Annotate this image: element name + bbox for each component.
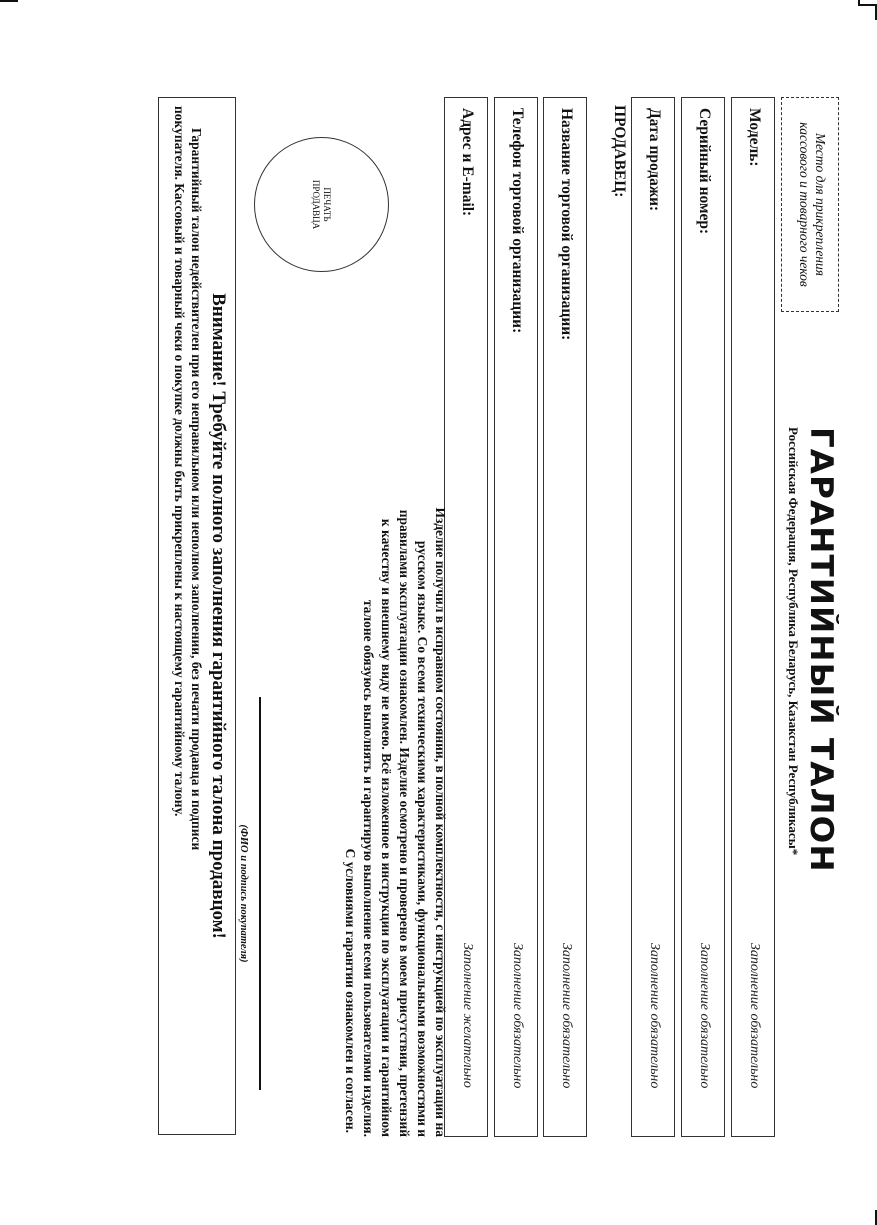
field-model-hint: Заполнение обязательно: [747, 943, 762, 1089]
stamp-line2: ПРОДАВЦА: [311, 179, 322, 230]
signature-line[interactable]: [259, 697, 261, 1090]
crop-mark-top-left-vertical: [16, 0, 18, 2]
field-seller-address[interactable]: [444, 97, 488, 1137]
title-block: [785, 427, 839, 1127]
field-sale-date-label: Дата продажи:: [646, 108, 663, 212]
attention-notice: [158, 97, 236, 1135]
statement-line1: Изделие получил в исправном состоянии, в полной комплектности, с инструкцией по эксплуатации на: [433, 507, 448, 1137]
buyer-statement: [341, 277, 449, 1137]
seller-heading: ПРОДАВЕЦ:: [611, 105, 628, 198]
statement-line4: к качеству и внешнему виду не имею. Всё изложенное в инструкции по эксплуатации и гарантийном: [379, 518, 394, 1137]
crop-mark-top-right-v: [875, 4, 877, 20]
warranty-card: [79, 97, 839, 1137]
seller-stamp-area: [254, 137, 389, 272]
crop-mark-bottom-right: [875, 1210, 877, 1225]
field-seller-address-label: Адрес и E-mail:: [459, 108, 476, 217]
field-seller-phone-hint: Заполнение обязательно: [510, 943, 525, 1089]
field-seller-name-label: Название торговой организации:: [558, 108, 575, 341]
attention-line2: покупателя. Кассовый и товарный чеки о покупке должны быть прикреплены к настоящему гарантийному талону.: [172, 106, 187, 817]
field-seller-name[interactable]: [543, 97, 587, 1137]
field-serial-number-label: Серийный номер:: [696, 108, 713, 235]
cheque-area-line1: Место для прикрепления: [813, 132, 828, 277]
field-serial-number[interactable]: [681, 97, 725, 1137]
statement-line3: правилами эксплуатации ознакомлен. Изделие осмотрено и проверено в моем присутствии, претензий: [397, 509, 412, 1137]
field-seller-name-hint: Заполнение обязательно: [559, 943, 574, 1089]
field-seller-address-hint: Заполнение желательно: [460, 943, 475, 1088]
field-seller-phone-label: Телефон торговой организации:: [509, 108, 526, 334]
field-sale-date-hint: Заполнение обязательно: [647, 943, 662, 1089]
statement-line6: С условиями гарантии ознакомлен и согласен.: [343, 848, 358, 1133]
field-seller-phone[interactable]: [494, 97, 538, 1137]
field-model-label: Модель:: [746, 108, 763, 167]
statement-line5: талоне обязуюсь выполнять и гарантирую выполнение всеми пользователями изделия.: [361, 599, 376, 1137]
attention-line1: Гарантийный талон недействителен при его неправильном или неполном заполнении, без печати продавца и подписи: [189, 128, 204, 851]
document-title: ГАРАНТИЙНЫЙ ТАЛОН: [803, 427, 839, 873]
field-model[interactable]: [731, 97, 775, 1137]
attention-body: [171, 98, 207, 1134]
field-sale-date[interactable]: [631, 97, 675, 1137]
field-serial-number-hint: Заполнение обязательно: [697, 943, 712, 1089]
document-subtitle: Российская Федерация, Республика Беларусь, Казакстан Республикасы*: [786, 427, 801, 856]
cheque-area-line2: кассового и товарного чеков: [797, 122, 812, 287]
crop-mark-top-left: [0, 0, 16, 2]
cheque-attachment-area: [781, 97, 839, 312]
attention-heading: Внимание! Требуйте полного заполнения гарантийного талона продавцом!: [208, 293, 229, 939]
statement-line2: русском языке. Со всеми техническими характеристиками, функциональными возможностями и: [415, 540, 430, 1137]
signature-caption: (ФИО и подпись покупателя): [238, 824, 249, 963]
stamp-line1: ПЕЧАТЬ: [322, 187, 333, 222]
